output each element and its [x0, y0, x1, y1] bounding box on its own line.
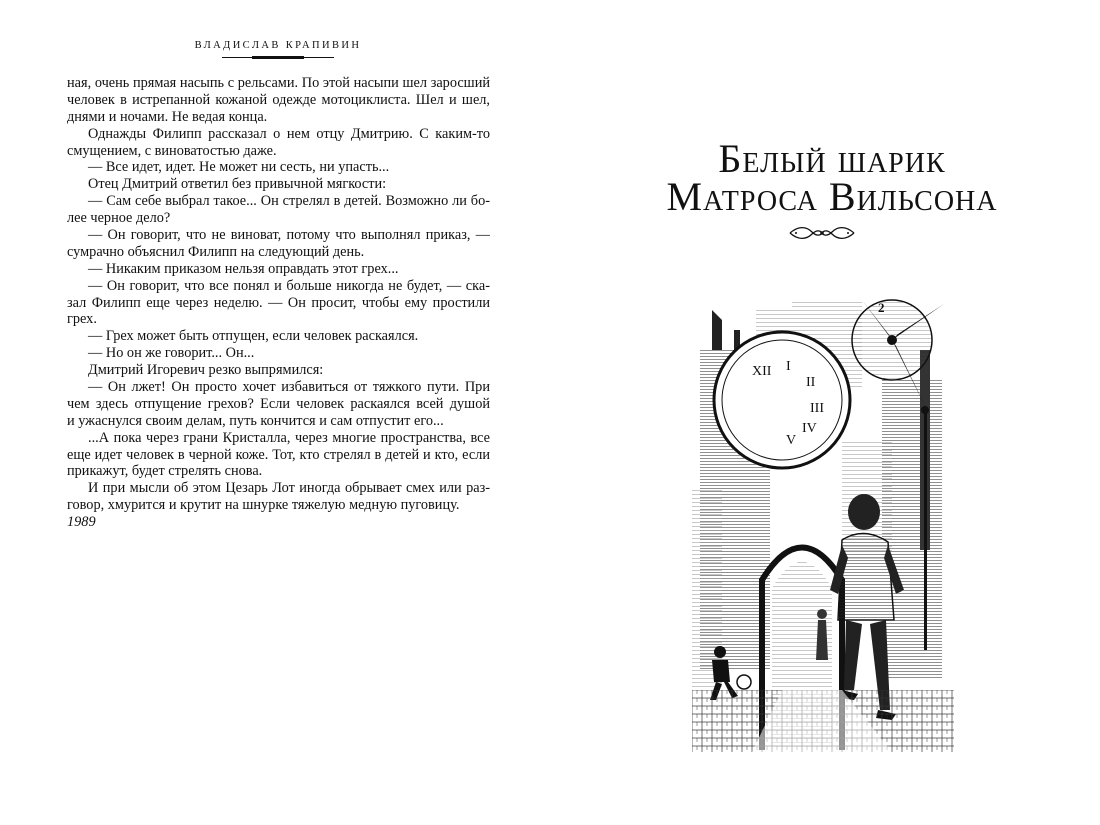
text-line: чем здесь отпущение грехов? Если человек раскаялся всей душой	[67, 395, 490, 412]
text-line: прикажут, будет стрелять снова.	[67, 463, 263, 480]
text-line: — Все идет, идет. Не может ни сесть, ни упасть...	[88, 159, 390, 176]
body-text	[67, 75, 490, 514]
text-line: говор, хмурится и крутит на шнурке тяжелую медную пуговицу.	[67, 497, 460, 514]
text-line: Дмитрий Игоревич резко выпрямился:	[88, 362, 324, 379]
clock-numeral-iv: IV	[802, 421, 817, 436]
story-title	[610, 136, 1054, 219]
clock	[714, 332, 850, 468]
text-line: смущением, с виноватостью даже.	[67, 142, 277, 159]
head-rule-accent	[252, 56, 304, 59]
clock-numeral-xii: XII	[752, 364, 772, 379]
text-line: — Грех может быть отпущен, если человек раскаялся.	[88, 328, 419, 345]
clock-numeral-v: V	[786, 433, 797, 448]
right-page	[550, 0, 1100, 825]
svg-text:2: 2	[878, 300, 885, 315]
flourish-ornament-icon	[788, 224, 856, 242]
text-line: — Сам себе выбрал такое... Он стрелял в детей. Возможно ли бо-	[88, 193, 490, 210]
story-title-line-1: Белый шарик	[718, 136, 946, 181]
text-line: Отец Дмитрий ответил без привычной мягкости:	[88, 176, 387, 193]
text-line: Однажды Филипп рассказал о нем отцу Дмитрию. С каким-то	[88, 125, 490, 142]
text-line: — Он говорит, что не виноват, потому что выполнял приказ, —	[88, 227, 490, 244]
clock-numeral-iii: III	[810, 401, 824, 416]
clock-numeral-i: I	[786, 359, 791, 374]
text-line: — Никаким приказом нельзя оправдать этот грех...	[88, 260, 399, 277]
text-line: и ужаснулся своим делам, путь кончится и сам отпустит его...	[67, 412, 444, 429]
text-line: ...А пока через грани Кристалла, через многие пространства, все	[88, 429, 490, 446]
text-line: лее черное дело?	[67, 210, 171, 227]
text-line: ная, очень прямая насыпь с рельсами. По этой насыпи шел заросший	[67, 75, 490, 91]
text-line: грех.	[67, 311, 97, 328]
text-line: сумрачно объяснил Филипп на следующий день.	[67, 243, 365, 260]
text-line: — Он говорит, что все понял и больше никогда не будет, — ска-	[88, 277, 490, 294]
clock-numeral-ii: II	[806, 375, 816, 390]
text-line: еще идет человек в черной коже. Тот, кто стрелял в детей и кто, если	[67, 446, 490, 463]
story-title-line-2: Матроса Вильсона	[666, 174, 998, 219]
engraving-boy-clock-street-icon	[692, 290, 954, 752]
text-line: днями и ночами. Не ведая конца.	[67, 108, 268, 125]
text-line: — Но он же говорит... Он...	[88, 345, 255, 362]
date-line: 1989	[67, 514, 96, 530]
text-line: человек в истрепанной кожаной одежде мотоциклиста. Шел и шел,	[67, 91, 490, 108]
text-line: — Он лжет! Он просто хочет избавиться от тяжкого пути. При	[88, 379, 490, 396]
running-head: ВЛАДИСЛАВ КРАПИВИН	[194, 40, 362, 51]
text-line: И при мысли об этом Цезарь Лот иногда обрывает смех или раз-	[88, 480, 490, 497]
text-line: зал Филипп еще через неделю. — Он просит, чтобы ему простили	[67, 294, 490, 311]
